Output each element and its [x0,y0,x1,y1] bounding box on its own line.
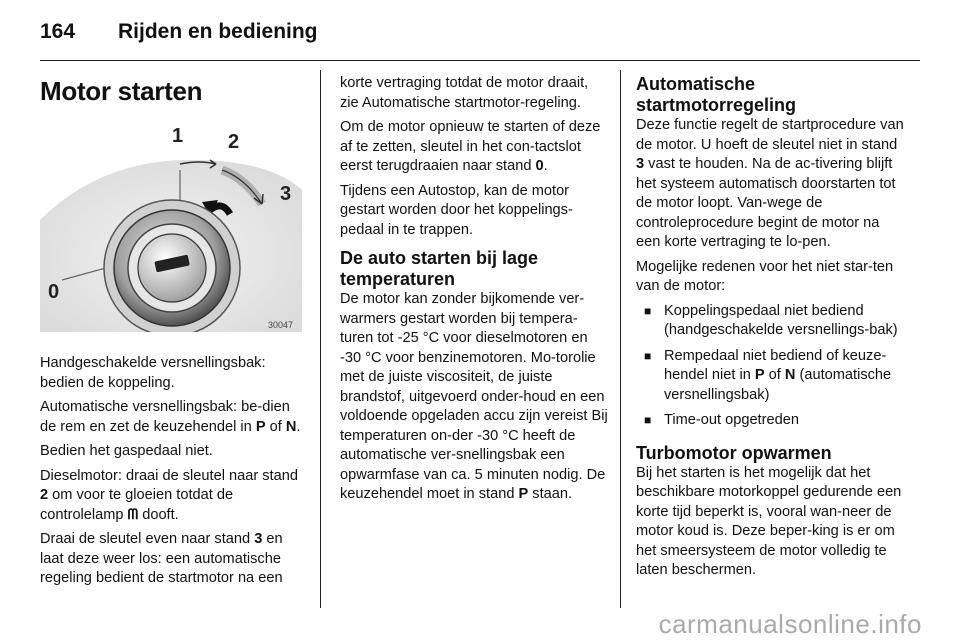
column-1 [40,74,308,594]
paragraph: Mogelijke redenen voor het niet star-ten van de motor: [636,258,894,294]
section-heading-turbo: Turbomotor opwarmen [636,442,832,463]
position-2-label: 2 [228,131,240,153]
paragraph: Deze functie regelt de startprocedure van de motor. U hoeft de sleutel niet in stand 3 vast te houden. Na de ac-tivering blijft het systeem automatisch doorstarten tot de motor loopt. Van-wege de controleprocedure begint de motor na een korte vertraging te lo-pen. [636,117,904,250]
paragraph: Dieselmotor: draai de sleutel naar stand 2 om voor te gloeien totdat de controlelamp ᗰ dooft. [40,467,298,523]
list-item: ■ Koppelingspedaal niet bediend (handgeschakelde versnellings-bak) [636,302,904,341]
paragraph: korte vertraging totdat de motor draait, zie Automatische startmotor-regeling. [340,75,589,111]
ignition-figure [40,120,302,332]
paragraph: Automatische versnellingsbak: be-dien de rem en zet de keuzehendel in P of N. [40,399,301,435]
paragraph: Om de motor opnieuw te starten of deze af te zetten, sleutel in het con-tactslot eerst terugdraaien naar stand 0. [340,119,601,174]
page-header [40,14,920,54]
watermark: carmanualsonline.info [658,609,922,639]
column-3 [636,74,904,586]
section-heading-auto-start: Automatische startmotorregeling [636,74,797,115]
chapter-title: Rijden en bediening [118,20,318,43]
paragraph: Bij het starten is het mogelijk dat het beschikbare motorkoppel gedurende een korte tijd beperkt is, vooral wan-neer de motor koud is. Deze beper-king is er om het smeersysteem de motor volledig te laten beschermen. [636,464,902,578]
ignition-lock-illustration [40,120,302,332]
header-rule [40,60,920,61]
paragraph: Handgeschakelde versnellingsbak: bedien de koppeling. [40,355,266,391]
position-3-label: 3 [280,183,292,205]
reasons-list [636,302,904,431]
glow-plug-icon: ᗰ [127,506,139,523]
column-divider [620,70,621,608]
position-0-label: 0 [48,281,60,303]
paragraph: De motor kan zonder bijkomende ver-warmers gestart worden bij tempera-turen tot -25 °C voor dieselmotoren en -30 °C voor benzinemotoren. Mo-torolie met de juiste viscositeit, de juiste brandstof, uitgevoerd onder-houd en een voldoende opgeladen accu zijn vereist Bij temperaturen on-der -30 °C heeft de automatische ver-snellingsbak een opwarmfase van ca. 5 minuten nodig. De keuzehendel moet in stand P staan. [340,291,608,502]
paragraph: Draai de sleutel even naar stand 3 en laat deze weer los: een automatische regeling bedient de startmotor na een [40,531,283,586]
position-1-label: 1 [172,125,184,147]
figure-code: 30047 [268,320,294,330]
list-item: ■ Rempedaal niet bediend of keuze-hendel niet in P of N (automatische versnellingsbak) [636,347,904,406]
list-item: ■ Time-out opgetreden [636,411,904,431]
section-heading-cold-start: De auto starten bij lage temperaturen [340,248,539,289]
column-2 [340,74,608,510]
section-title: Motor starten [40,76,203,106]
page-number: 164 [40,20,76,43]
paragraph: Tijdens een Autostop, kan de motor gestart worden door het koppelings-pedaal in te trappen. [340,182,573,238]
paragraph: Bedien het gaspedaal niet. [40,443,213,459]
column-divider [320,70,321,608]
